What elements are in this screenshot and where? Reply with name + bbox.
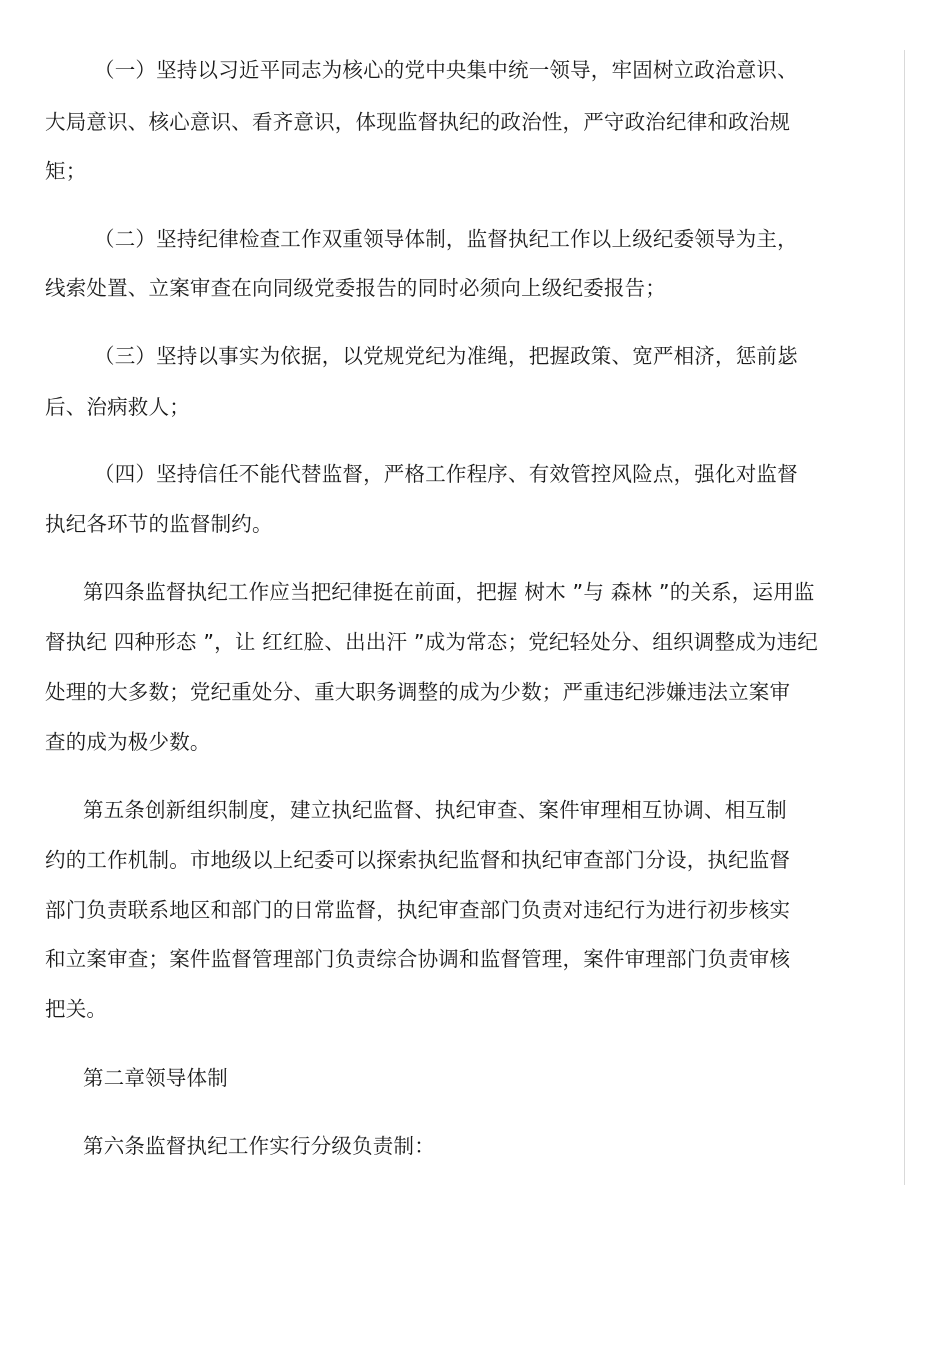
text-line: （一）坚持以习近平同志为核心的党中央集中统一领导，牢固树立政治意识、 [94,58,798,82]
text-line: 第四条监督执纪工作应当把纪律挺在前面，把握 树木 ”与 森林 ”的关系，运用监 [83,580,815,604]
text-line: 查的成为极少数。 [45,730,211,754]
text-line: 执纪各环节的监督制约。 [45,512,273,536]
text-line: 和立案审查；案件监督管理部门负责综合协调和监督管理，案件审理部门负责审核 [45,947,791,971]
page-edge-rule [904,50,905,1185]
chapter-heading: 第二章领导体制 [83,1066,228,1090]
text-line: 线索处置、立案审查在向同级党委报告的同时必须向上级纪委报告； [45,276,666,300]
text-line: 部门负责联系地区和部门的日常监督，执纪审查部门负责对违纪行为进行初步核实 [45,898,791,922]
text-line: 后、治病救人； [45,395,190,419]
text-line: （四）坚持信任不能代替监督，严格工作程序、有效管控风险点，强化对监督 [94,462,798,486]
text-line: 矩； [45,159,87,183]
text-line: 第五条创新组织制度，建立执纪监督、执纪审查、案件审理相互协调、相互制 [83,798,787,822]
text-line: 督执纪 四种形态 ”，让 红红脸、出出汗 ”成为常态；党纪轻处分、组织调整成为违纪 [45,630,819,654]
text-line: 约的工作机制。市地级以上纪委可以探索执纪监督和执纪审查部门分设，执纪监督 [45,848,791,872]
text-line: （二）坚持纪律检查工作双重领导体制，监督执纪工作以上级纪委领导为主， [94,227,798,251]
text-line: 大局意识、核心意识、看齐意识，体现监督执纪的政治性，严守政治纪律和政治规 [45,110,791,134]
text-line: 把关。 [45,997,108,1021]
text-line: 处理的大多数；党纪重处分、重大职务调整的成为少数；严重违纪涉嫌违法立案审 [45,680,791,704]
text-line: （三）坚持以事实为依据，以党规党纪为准绳，把握政策、宽严相济，惩前毖 [94,344,798,368]
text-line: 第六条监督执纪工作实行分级负责制： [83,1134,435,1158]
